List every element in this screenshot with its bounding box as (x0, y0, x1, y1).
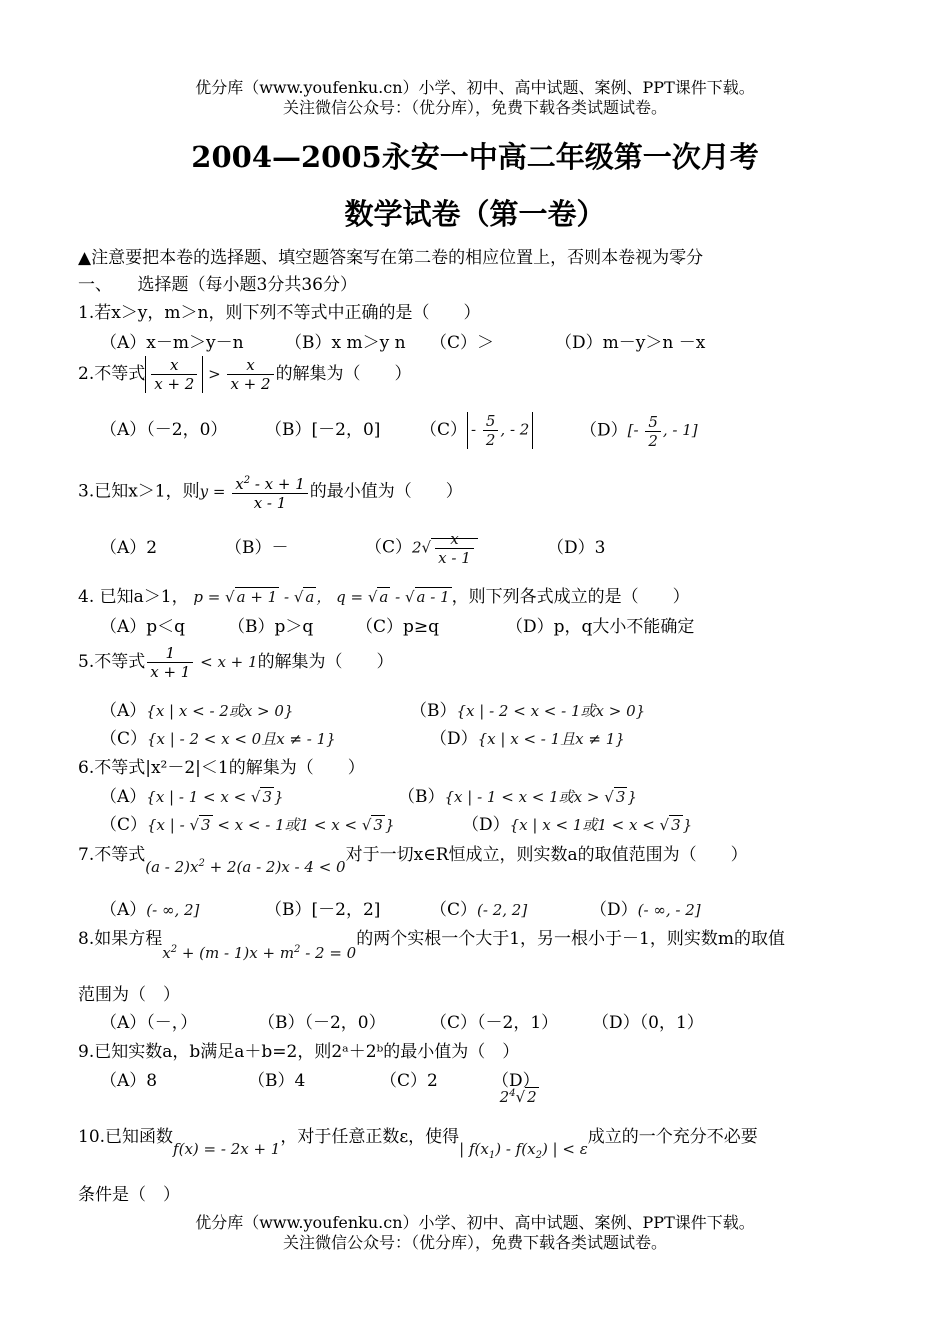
section-heading: 一、 选择题（每小题3分共36分） (78, 275, 357, 295)
fraction-formula: $\frac{x}{x + 2}$ (227, 356, 273, 393)
question-10-line2: 条件是（ ） (78, 1185, 180, 1205)
question-7-stem: 7.不等式$(a - 2)x^2 + 2(a - 2)x - 4 < 0$对于一切x∈R恒成立，则实数a的取值范围为（ ） (78, 845, 748, 876)
question-5-stem: 5.不等式 $\frac{1}{x + 1}$ < x + 1的解集为（ ） (78, 644, 394, 681)
option-c: （C）2 (380, 1071, 438, 1091)
option-d: （D）3 (547, 537, 606, 558)
option-c: （C）(- 2, 2] (430, 900, 528, 920)
option-b: （B）4 (248, 1071, 306, 1091)
question-3-options (100, 530, 605, 567)
question-5-options-row1 (100, 696, 645, 721)
fraction-formula: $\frac{1}{x + 1}$ (147, 644, 193, 681)
question-10-middle: ，对于任意正数ε，使得 (280, 1127, 460, 1147)
option-a: （A）x－m＞y－n (100, 333, 244, 353)
option-c: （C）（－2，1） (430, 1013, 559, 1033)
option-a: （A）p＜q (100, 617, 186, 637)
option-d: （D）{x | x < - 1且x ≠ 1} (430, 729, 625, 749)
fraction-formula: $\frac{x^2 - x + 1}{x - 1}$ (232, 472, 308, 512)
option-a: （A）（－2，0） (100, 420, 228, 440)
option-b: （B）[－2，2] (265, 900, 381, 920)
option-b: （B）x m＞y n (285, 333, 406, 353)
question-10-suffix: 成立的一个充分不必要 (587, 1127, 758, 1147)
question-3-suffix: 的最小值为（ ） (309, 481, 463, 502)
option-c: （C）{x | - 2 < x < 0且x ≠ - 1} (100, 729, 336, 749)
question-7-suffix: 对于一切x∈R恒成立，则实数a的取值范围为（ ） (345, 845, 748, 865)
option-a: （A）（－，） (100, 1013, 198, 1033)
question-3-prefix: 3.已知x＞1，则 (78, 481, 200, 502)
question-2-prefix: 2.不等式 (78, 364, 146, 384)
option-c: （C）p≥q (356, 617, 440, 637)
question-4-options (100, 612, 694, 637)
option-b: （B）{x | - 1 < x < 1或x > √ 3 } (398, 787, 637, 807)
option-d: （D）m－y＞n －x (555, 333, 706, 353)
question-6-options-row1 (100, 782, 637, 807)
question-8-prefix: 8.如果方程 (78, 929, 163, 949)
option-d: （D）（0，1） (592, 1013, 704, 1033)
option-a: （A）{x | x < - 2或x > 0} (100, 701, 294, 721)
question-1-options (100, 328, 705, 353)
question-8-options (100, 1008, 704, 1033)
question-5-suffix: 的解集为（ ） (257, 652, 394, 672)
option-b: （B）（－2，0） (258, 1013, 386, 1033)
abs-fraction-formula: $\frac{x}{x + 2}$ (145, 356, 203, 393)
option-d: $(D)2^4√$ 2 (492, 1071, 540, 1106)
option-b: （B）－ (225, 537, 289, 558)
question-2-stem: 2.不等式 $\frac{x}{x + 2}$ > $\frac{x}{x + 2}$ 的解集为（ ） (78, 356, 412, 393)
footer-line-1: 优分库（www.youfenku.cn）小学、初中、高中试题、案例、PPT课件下载。 (195, 1213, 755, 1232)
question-9-options (100, 1066, 579, 1106)
option-c: （C）{x | - √ 3 < x < - 1或1 < x < √ 3 } (100, 815, 395, 835)
option-c: （C）＞ (430, 333, 495, 353)
question-10-stem: 10.已知函数f(x) = - 2x + 1，对于任意正数ε，使得| $f(x_1) - f(x_2)$ | < ε成立的一个充分不必要 (78, 1127, 758, 1161)
question-1-stem: 1.若x＞y，m＞n，则下列不等式中正确的是（ ） (78, 303, 481, 323)
question-6-stem: 6.不等式|x²－2|＜1的解集为（ ） (78, 758, 365, 778)
question-10-prefix: 10.已知函数 (78, 1127, 174, 1147)
option-d: （D）[- $\frac{5}{2}$ , - 1] (580, 412, 698, 450)
header-line-1: 优分库（www.youfenku.cn）小学、初中、高中试题、案例、PPT课件下载。 (195, 78, 755, 97)
question-8-line2: 范围为（ ） (78, 985, 180, 1005)
option-b: （B）p＞q (228, 617, 314, 637)
question-4-stem: 4. 已知a＞1， p = √ a + 1 - √ a ， q = √ a - √ a - 1 ，则下列各式成立的是（ ） (78, 587, 690, 607)
question-8-stem: 8.如果方程$x^2 + (m - 1)x + m^2 - 2 = 0$的两个实根一个大于1，另一根小于－1，则实数m的取值 (78, 929, 785, 962)
option-a: （A）8 (100, 1071, 158, 1091)
option-b: （B）[－2，0] (265, 420, 381, 440)
question-9-stem: 9.已知实数a，b满足a＋b=2，则2ᵃ＋2ᵇ的最小值为（ ） (78, 1042, 520, 1062)
notice: ▲注意要把本卷的选择题、填空题答案写在第二卷的相应位置上，否则本卷视为零分 (78, 248, 704, 268)
question-4-prefix: 4. 已知a＞1， (78, 587, 189, 607)
page-subtitle: 数学试卷（第一卷） (344, 197, 606, 231)
question-2-options (100, 412, 698, 450)
question-5-prefix: 5.不等式 (78, 652, 146, 672)
option-d: （D）p，q大小不能确定 (506, 617, 695, 637)
option-a: （A）(- ∞, 2] (100, 900, 200, 920)
question-2-suffix: 的解集为（ ） (275, 364, 412, 384)
header-line-2: 关注微信公众号：（优分库），免费下载各类试题试卷。 (282, 98, 667, 117)
option-b: （B）{x | - 2 < x < - 1或x > 0} (410, 701, 646, 721)
option-c: （C）2√ $\frac{x}{x - 1}$ (365, 530, 547, 567)
question-7-prefix: 7.不等式 (78, 845, 146, 865)
footer-line-2: 关注微信公众号：（优分库），免费下载各类试题试卷。 (282, 1233, 667, 1252)
question-4-suffix: ，则下列各式成立的是（ ） (451, 587, 690, 607)
option-a: （A）{x | - 1 < x < √ 3 } (100, 787, 284, 807)
option-d: （D）(- ∞, - 2] (590, 900, 701, 920)
question-8-suffix: 的两个实根一个大于1，另一根小于－1，则实数m的取值 (356, 929, 785, 949)
page-title: 2004—2005永安一中高二年级第一次月考 (191, 140, 759, 174)
option-d: （D）{x | x < 1或1 < x < √ 3 } (462, 815, 693, 835)
option-a: （A）2 (100, 537, 158, 558)
question-5-options-row2 (100, 724, 625, 749)
question-7-options (100, 895, 701, 920)
question-3-stem: 3.已知x＞1，则y = $\frac{x^2 - x + 1}{x - 1}$ 的最小值为（ ） (78, 472, 463, 512)
question-6-options-row2 (100, 810, 692, 835)
option-c: （C） - $\frac{5}{2}$ , - 2 (420, 412, 580, 449)
